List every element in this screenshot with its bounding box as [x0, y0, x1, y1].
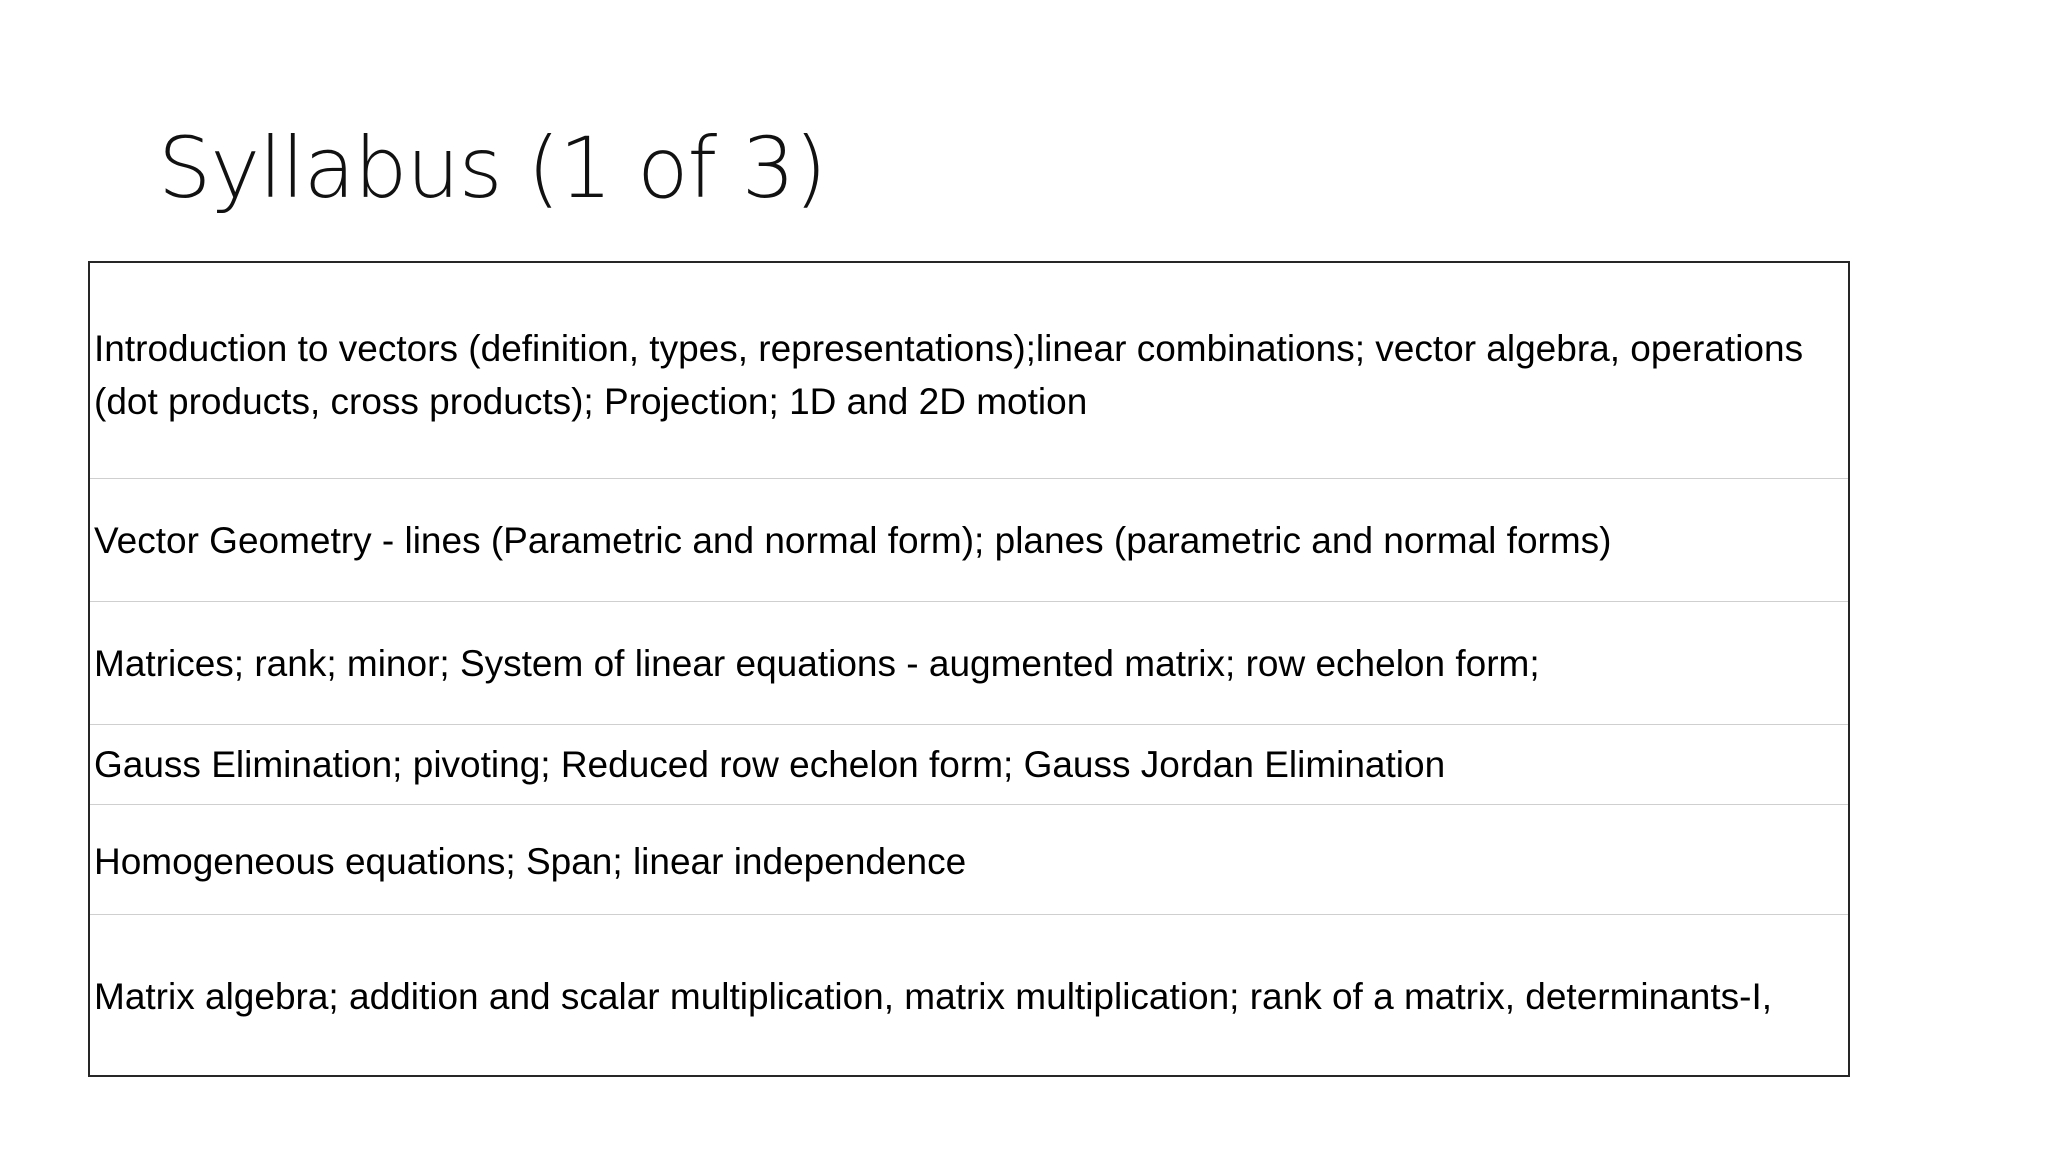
table-row — [90, 479, 1848, 602]
table-row — [90, 915, 1848, 1075]
syllabus-table — [88, 261, 1850, 1077]
table-row — [90, 263, 1848, 479]
row-text: Gauss Elimination; pivoting; Reduced row echelon form; Gauss Jordan Elimination — [94, 744, 1446, 785]
table-row — [90, 725, 1848, 805]
row-text: Matrices; rank; minor; System of linear equations - augmented matrix; row echelon form; — [94, 642, 1540, 684]
row-text: Matrix algebra; addition and scalar multiplication, matrix multiplication; rank of a matrix, determinants-I, — [94, 975, 1773, 1017]
row-text: Vector Geometry - lines (Parametric and normal form); planes (parametric and normal forms) — [94, 519, 1612, 561]
row-text: Homogeneous equations; Span; linear independence — [94, 841, 967, 882]
slide-title: Syllabus (1 of 3) — [158, 119, 827, 217]
table-row — [90, 805, 1848, 915]
table-row — [90, 602, 1848, 725]
row-text: Introduction to vectors (definition, types, representations);linear combinations; vector algebra, operations (dot products, cross products); Projection; 1D and 2D motion — [94, 327, 1804, 422]
